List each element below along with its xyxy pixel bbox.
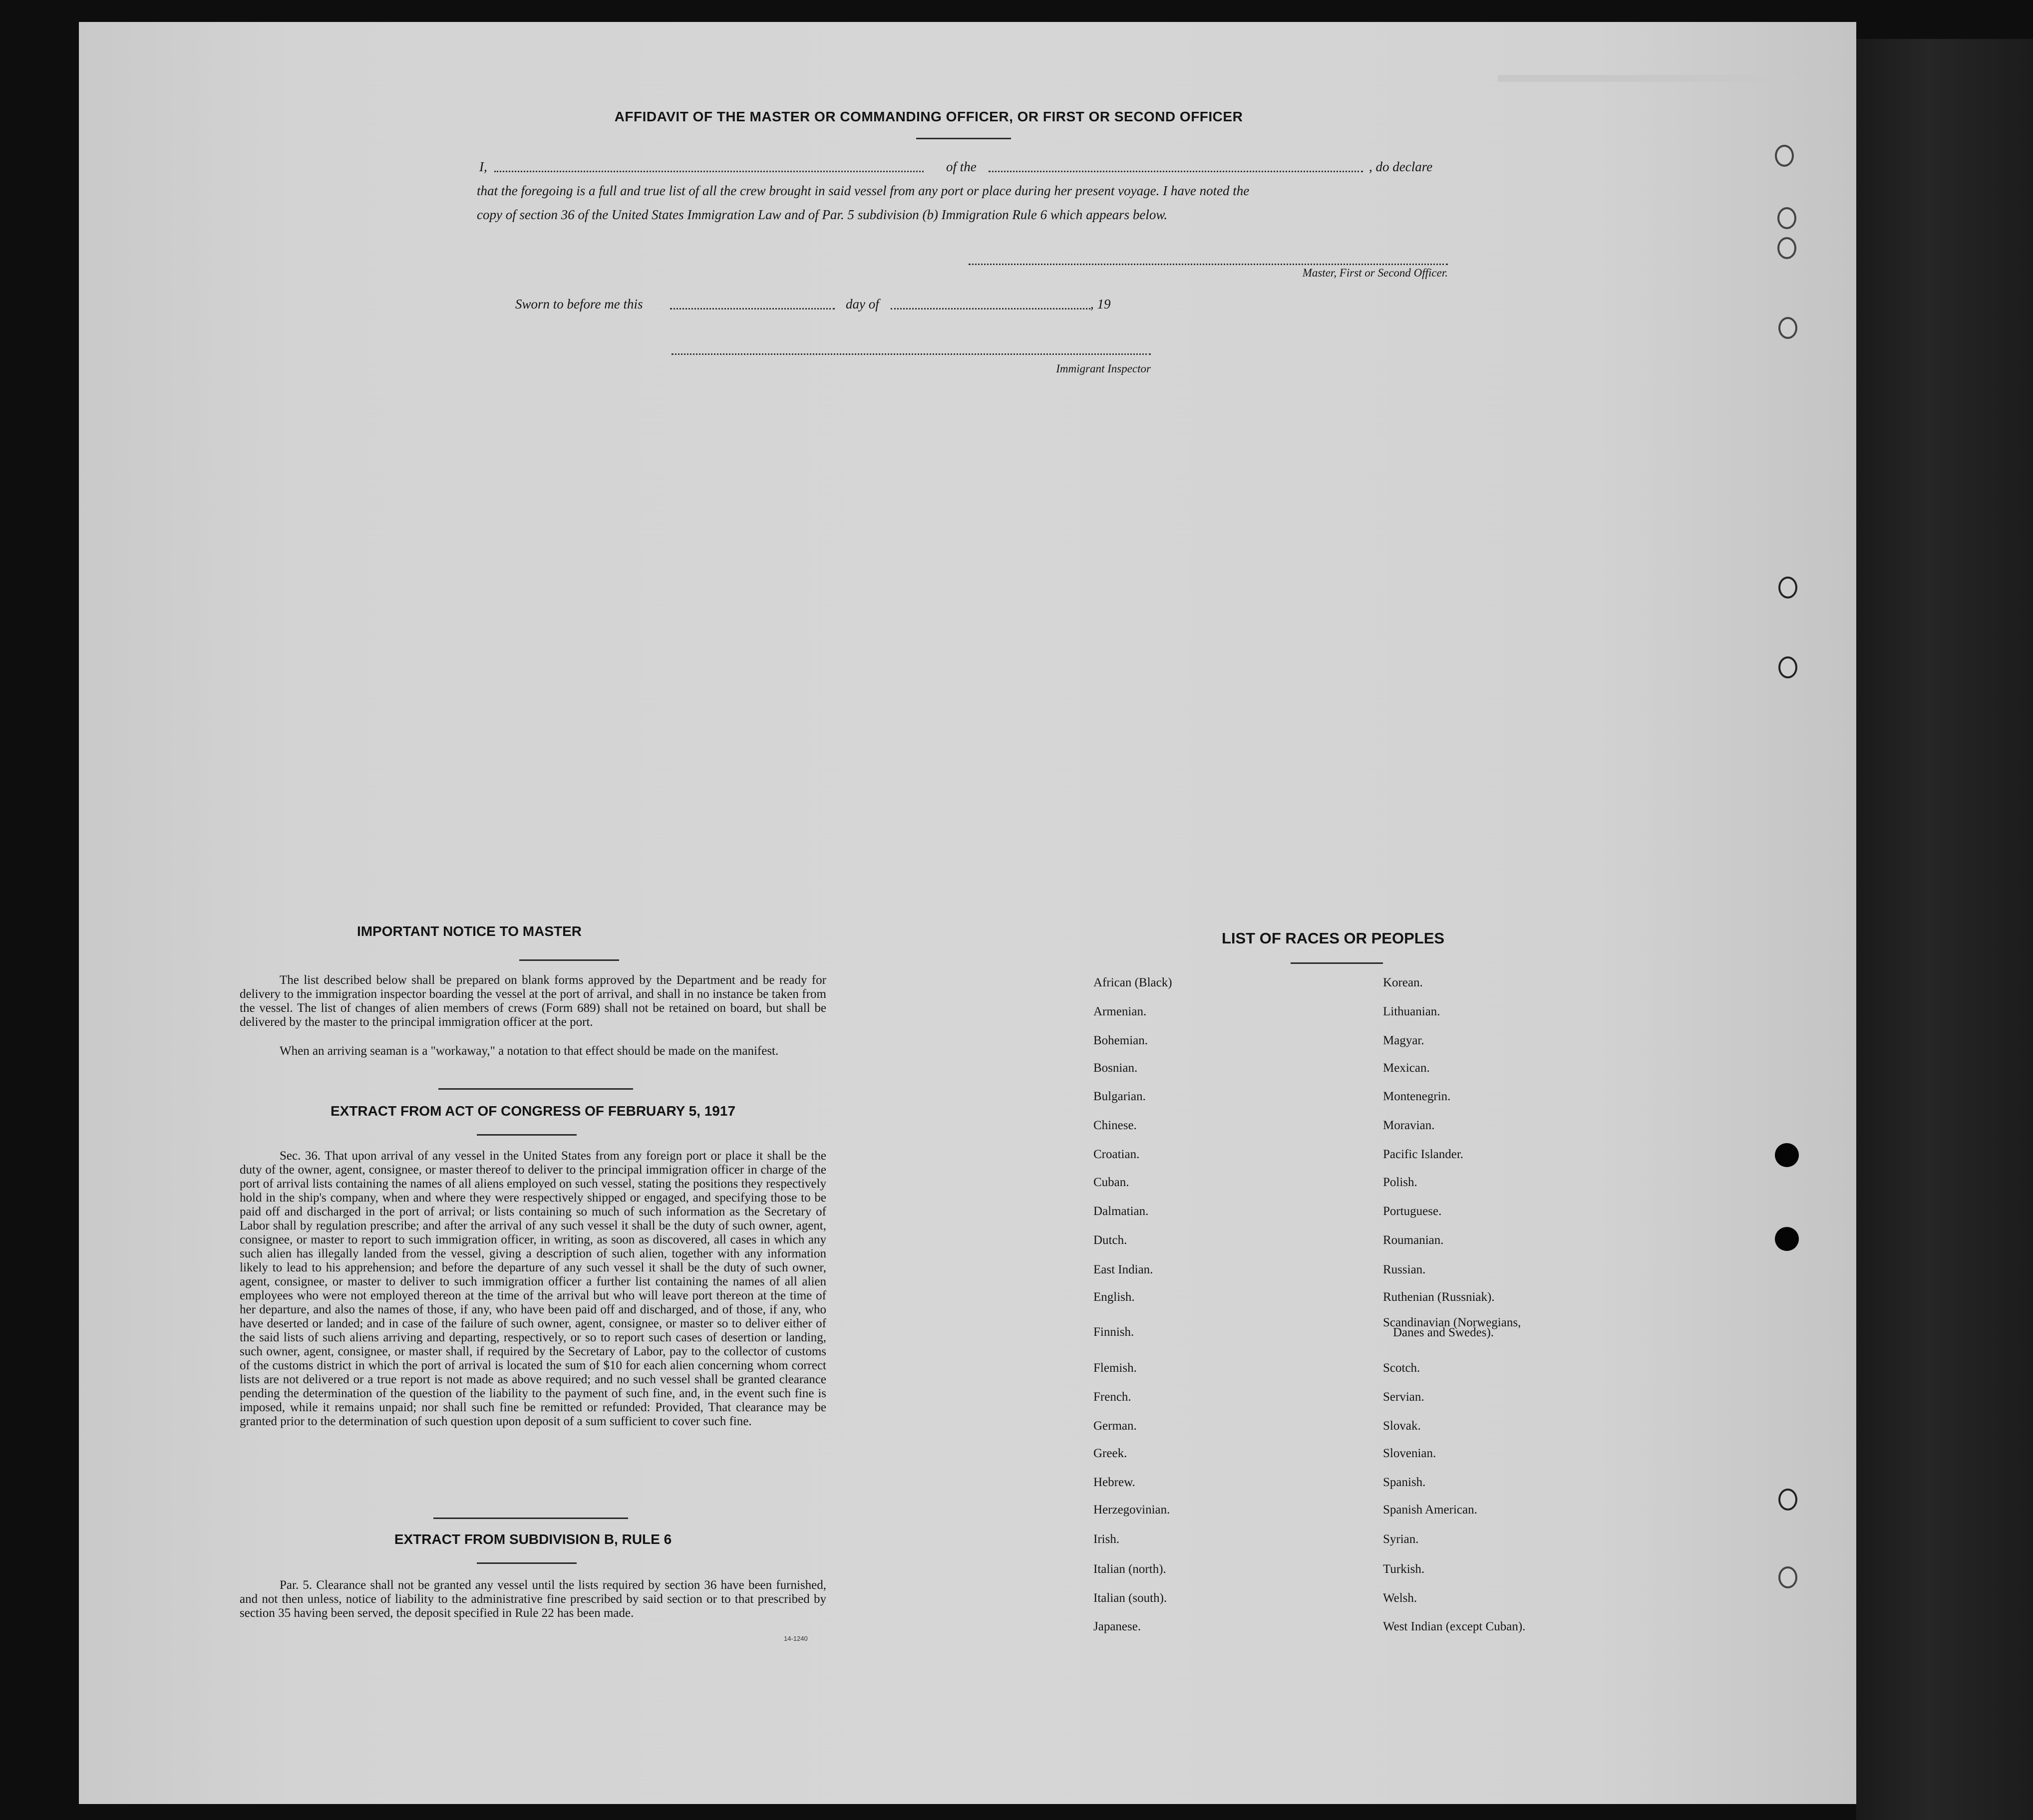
sworn-day-blank <box>670 308 835 309</box>
sworn-line <box>515 292 1164 316</box>
form-number: 14-1240 <box>784 1635 808 1642</box>
divider <box>1291 962 1383 964</box>
divider <box>477 1134 577 1136</box>
race-item: Hebrew. <box>1093 1476 1135 1489</box>
race-item: African (Black) <box>1093 976 1172 989</box>
race-item: Bulgarian. <box>1093 1090 1146 1103</box>
rule-extract-text: Par. 5. Clearance shall not be granted any vessel until the lists required by section 36 have been furnished, and not then unless, notice of liability to the administrative fine prescribed by said section or to that prescribed by section 35 having been served, the deposit specified in Rule 22 has been made. <box>240 1578 826 1620</box>
binder-hole <box>1778 1566 1797 1588</box>
divider <box>519 959 619 961</box>
year-label: , 19 <box>1090 297 1111 311</box>
race-item: Finnish. <box>1093 1325 1134 1339</box>
race-item: Spanish American. <box>1383 1503 1477 1517</box>
race-item: Irish. <box>1093 1532 1120 1546</box>
sworn-label: Sworn to before me this <box>515 297 643 311</box>
notice-paragraph-2: When an arriving seaman is a "workaway," a notation to that effect should be made on the manifest. <box>280 1044 779 1058</box>
race-item: Syrian. <box>1383 1532 1419 1546</box>
divider <box>477 1562 577 1564</box>
master-caption: Master, First or Second Officer. <box>1302 267 1448 279</box>
inspector-caption: Immigrant Inspector <box>1056 362 1151 375</box>
race-item: Italian (south). <box>1093 1591 1167 1605</box>
binder-hole <box>1778 317 1797 339</box>
affidavit-i-label: I, <box>479 159 487 174</box>
punch-hole <box>1775 1227 1799 1251</box>
affidavit-line-1 <box>479 155 1503 179</box>
race-item: Lithuanian. <box>1383 1005 1440 1018</box>
race-item: Bosnian. <box>1093 1061 1138 1075</box>
binder-hole <box>1778 656 1797 678</box>
sworn-month-blank <box>891 308 1090 309</box>
race-item: Russian. <box>1383 1263 1426 1276</box>
inspector-signature-line <box>672 353 1151 355</box>
race-item: Pacific Islander. <box>1383 1148 1464 1161</box>
binder-hole <box>1778 577 1797 599</box>
race-item: Slovenian. <box>1383 1447 1436 1460</box>
race-item: Montenegrin. <box>1383 1090 1451 1103</box>
race-item: Turkish. <box>1383 1562 1425 1576</box>
punch-hole <box>1775 1143 1799 1167</box>
race-item-continuation: Danes and Swedes). <box>1393 1326 1494 1339</box>
race-item: Welsh. <box>1383 1591 1417 1605</box>
name-blank <box>494 171 924 172</box>
vessel-blank <box>989 171 1363 172</box>
notice-heading: IMPORTANT NOTICE TO MASTER <box>356 923 582 939</box>
race-item: Ruthenian (Russniak). <box>1383 1290 1495 1304</box>
race-item: Roumanian. <box>1383 1233 1444 1247</box>
race-item: Dalmatian. <box>1093 1205 1149 1218</box>
race-item: Spanish. <box>1383 1476 1426 1489</box>
race-item: Flemish. <box>1093 1361 1137 1375</box>
binder-hole <box>1775 145 1794 167</box>
act-extract-text: Sec. 36. That upon arrival of any vessel in the United States from any foreign port or place it shall be the duty of the owner, agent, consignee, or master thereof to deliver to the principal immigration officer in charge of the port of arrival lists containing the names of all aliens employed on such vessel, stating the positions they respectively hold in the ship's company, when and where they were respectively shipped or engaged, and specifying those to be paid off and discharged in the port of arrival; or lists containing so much of such information as the Secretary of Labor shall by regulation prescribe; and after the arrival of any such vessel it shall be the duty of such owner, agent, consignee, or master to report to such immigration officer, in writing, as soon as discovered, all cases in which any such alien has illegally landed from the vessel, giving a description of such alien, together with any information likely to lead to his apprehension; and before the departure of any such vessel it shall be the duty of such owner, agent, consignee, or master to deliver to such immigration officer a further list containing the names of all alien employees who were not employed thereon at the time of the arrival but who will leave port thereon at the time of her departure, and also the names of those, if any, who have been paid off and discharged, and of those, if any, who have deserted or landed; and in case of the failure of such owner, agent, consignee, or master so to deliver either of the said lists of such aliens arriving and departing, respectively, or so to report such cases of desertion or landing, such owner, agent, consignee, or master shall, if required by the Secretary of Labor, pay to the collector of customs of the customs district in which the port of arrival is located the sum of $10 for each alien concerning whom correct lists are not delivered or a true report is not made as above required; and no such vessel shall be granted clearance pending the determination of the question of the liability to the payment of such fine, and, in the event such fine is imposed, while it remains unpaid; nor shall such fine be remitted or refunded: Provided, That clearance may be granted prior to the determination of such question upon deposit of a sum sufficient to cover such fine. <box>240 1149 826 1428</box>
race-item: Scandinavian (Norwegians, <box>1383 1316 1521 1329</box>
race-item: Cuban. <box>1093 1176 1129 1189</box>
race-item: Servian. <box>1383 1390 1424 1404</box>
race-item: English. <box>1093 1290 1135 1304</box>
race-item: Dutch. <box>1093 1233 1127 1247</box>
divider <box>916 138 1011 139</box>
race-item: Polish. <box>1383 1176 1417 1189</box>
race-item: Mexican. <box>1383 1061 1430 1075</box>
binder-hole <box>1777 237 1796 259</box>
race-item: Herzegovinian. <box>1093 1503 1170 1517</box>
race-item: Japanese. <box>1093 1620 1141 1633</box>
race-item: East Indian. <box>1093 1263 1153 1276</box>
affidavit-line-3: copy of section 36 of the United States Immigration Law and of Par. 5 subdivision (b) Immigration Rule 6 which appears below. <box>477 207 1168 222</box>
race-item: Moravian. <box>1383 1119 1435 1132</box>
race-item: Greek. <box>1093 1447 1127 1460</box>
binder-hole <box>1778 1489 1797 1511</box>
race-item: West Indian (except Cuban). <box>1383 1620 1526 1633</box>
race-item: German. <box>1093 1419 1137 1433</box>
day-of-label: day of <box>846 297 879 311</box>
race-item: Portuguese. <box>1383 1205 1442 1218</box>
bleed-through-mark <box>1498 75 1797 82</box>
race-item: Magyar. <box>1383 1034 1424 1047</box>
race-item: Armenian. <box>1093 1005 1147 1018</box>
race-item: Chinese. <box>1093 1119 1137 1132</box>
race-item: Scotch. <box>1383 1361 1420 1375</box>
race-item: Korean. <box>1383 976 1423 989</box>
race-item: Slovak. <box>1383 1419 1421 1433</box>
divider <box>433 1517 628 1519</box>
affidavit-heading: AFFIDAVIT OF THE MASTER OR COMMANDING OFFICER, OR FIRST OR SECOND OFFICER <box>614 109 1243 124</box>
race-item: Croatian. <box>1093 1148 1140 1161</box>
races-heading: LIST OF RACES OR PEOPLES <box>1221 929 1445 947</box>
affidavit-declare-label: , do declare <box>1369 159 1433 174</box>
page-edge-shadow <box>1856 39 2033 1820</box>
divider <box>438 1088 633 1090</box>
binder-hole <box>1777 207 1796 229</box>
affidavit-line-2: that the foregoing is a full and true list of all the crew brought in said vessel from any port or place during her present voyage. I have noted the <box>477 183 1250 198</box>
race-item: Italian (north). <box>1093 1562 1166 1576</box>
act-extract-heading: EXTRACT FROM ACT OF CONGRESS OF FEBRUARY 5, 1917 <box>330 1103 736 1119</box>
rule-extract-heading: EXTRACT FROM SUBDIVISION B, RULE 6 <box>394 1531 672 1547</box>
notice-paragraph-1: The list described below shall be prepared on blank forms approved by the Department and be ready for delivery to the immigration inspector boarding the vessel at the port of arrival, and shall in no instance be taken from the vessel. The list of changes of alien members of crews (Form 689) shall not be retained on board, but shall be delivered by the master to the principal immigration officer at the port. <box>240 973 826 1029</box>
race-item: French. <box>1093 1390 1131 1404</box>
affidavit-of-the-label: of the <box>946 159 977 174</box>
race-item: Bohemian. <box>1093 1034 1148 1047</box>
